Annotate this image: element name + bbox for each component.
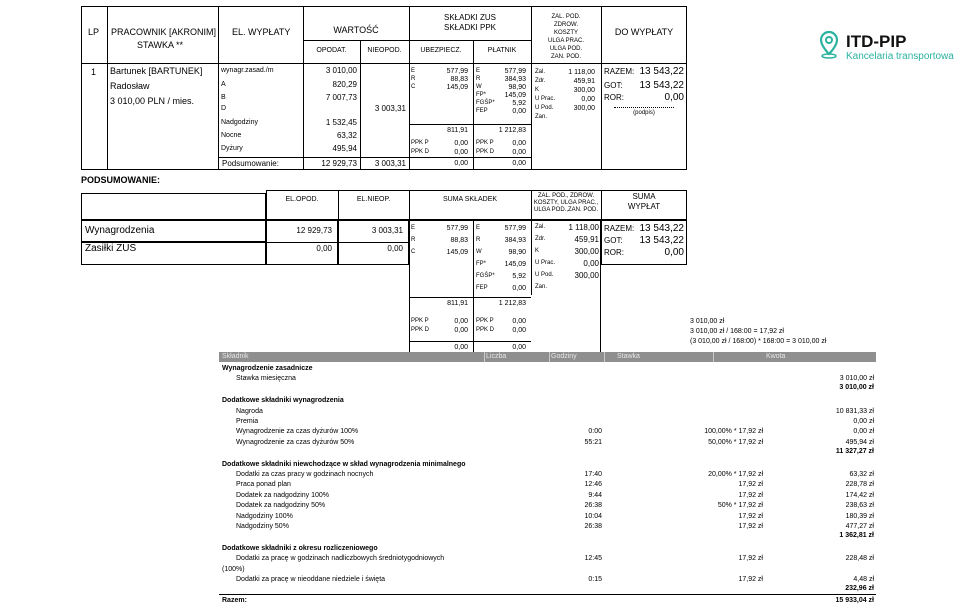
detail-row-value: 180,39 zł	[845, 512, 874, 520]
logo-name: ITD-PIP	[846, 32, 907, 51]
element-label: wynagr.zasad./m	[221, 67, 274, 74]
ppk-payer-value: 0,00	[512, 327, 526, 334]
detail-row-label: Nadgodziny 100%	[236, 512, 293, 520]
tax-key: Zan.	[535, 284, 548, 290]
summary-row-taxed: 12 929,73	[296, 226, 332, 235]
detail-row-label: Nagroda	[236, 407, 263, 415]
header-lp: LP	[88, 27, 100, 37]
payer-value: 0,00	[512, 108, 526, 115]
header-value: WARTOŚĆ	[333, 25, 379, 35]
payer-key: FP*	[476, 261, 487, 267]
detail-row-rate: 20,00% * 17,92 zł	[708, 471, 763, 478]
insured-key: E	[411, 225, 416, 231]
col-divider	[338, 190, 339, 220]
ppk-payer-value: 0,00	[512, 149, 526, 156]
tax-key: Zal.	[535, 69, 546, 75]
element-label: Nadgodziny	[221, 119, 258, 126]
pay-value: 0,00	[664, 247, 684, 258]
header-payer: PŁATNIK	[487, 47, 517, 54]
col-divider	[473, 40, 474, 170]
calc-note: 3 010,00 zł	[690, 318, 725, 325]
payer-value: 577,99	[504, 225, 526, 232]
insured-total: 811,91	[447, 127, 468, 134]
detail-row-rate: 50,00% * 17,92 zł	[708, 438, 763, 446]
tax-key: U Pod.	[535, 272, 554, 278]
calc-note: 3 010,00 zł / 168:00 = 17,92 zł	[690, 328, 784, 335]
tax-value: 459,91	[573, 78, 595, 85]
detail-section-total: 3 010,00 zł	[839, 384, 874, 392]
detail-row-rate: 50% * 17,92 zł	[717, 502, 763, 510]
header-employee: PRACOWNIK [AKRONIM]	[111, 27, 217, 37]
summary-line	[218, 157, 409, 158]
detail-row-rate: 17,92 zł	[738, 481, 763, 489]
header-insured: UBEZPIECZ.	[420, 47, 462, 54]
detail-row-time: 10:04	[584, 512, 602, 520]
detail-row-time: 55:21	[584, 438, 602, 446]
payer-value: 577,99	[504, 68, 526, 75]
detail-section-title: Wynagrodzenie zasadnicze	[222, 365, 313, 372]
ppk-insured-value: 0,00	[454, 318, 468, 325]
payer-key: FGŚP*	[476, 273, 495, 279]
ppk-insured-total: 0,00	[454, 344, 468, 351]
tax-key: Zdr.	[535, 78, 546, 84]
detail-row-label: Stawka miesięczna	[236, 375, 296, 383]
insured-value: 145,09	[446, 84, 468, 91]
header-value-taxed: OPODAT.	[316, 47, 347, 54]
header-tax-line: ZDROW.	[554, 22, 578, 28]
header-tax-line: KOSZTY	[553, 30, 578, 36]
pay-key: RAZEM:	[604, 224, 635, 233]
pay-key: ROR:	[604, 248, 624, 257]
detail-row-time: 26:38	[584, 523, 602, 530]
col-divider	[531, 220, 532, 295]
detail-row-time: 17:40	[584, 471, 602, 478]
detail-row-value: 495,94 zł	[845, 438, 874, 446]
header-contrib-line1: SKŁADKI ZUS	[443, 13, 496, 22]
payer-total: 1 212,83	[498, 127, 526, 134]
header-divider	[713, 352, 714, 362]
ppk-insured-key: PPK D	[411, 327, 430, 333]
detail-row-label: Dodatki za czas pracy w godzinach nocnych	[236, 471, 374, 478]
tax-value: 300,00	[574, 247, 599, 256]
insured-key: C	[411, 249, 416, 255]
element-taxed: 63,32	[336, 131, 357, 140]
ppk-total-line	[409, 157, 531, 158]
detail-row-label: Dodatek za nadgodziny 100%	[236, 491, 330, 499]
summary-label: Podsumowanie:	[222, 159, 279, 168]
tax-value: 300,00	[573, 87, 595, 94]
payer-key: R	[476, 76, 481, 82]
detail-header-value: Kwota	[766, 353, 786, 360]
payer-value: 98,90	[508, 84, 526, 91]
detail-row-time: 12:45	[584, 555, 602, 563]
tax-value: 0,00	[581, 96, 595, 103]
detail-row-value: 174,42 zł	[845, 491, 874, 499]
element-taxed: 495,94	[332, 144, 357, 153]
tax-key: K	[535, 87, 540, 93]
detail-header-rate: Stawka	[617, 353, 640, 360]
payer-key: FGŚP*	[476, 100, 495, 106]
payer-key: R	[476, 237, 481, 243]
element-label: B	[221, 94, 226, 101]
detail-row-value: 63,32 zł	[849, 471, 874, 478]
detail-section-total: 11 327,27 zł	[835, 447, 874, 455]
detail-section-total: 1 362,81 zł	[839, 531, 874, 539]
tax-value: 300,00	[573, 105, 595, 112]
element-label: D	[221, 105, 227, 112]
header-tax-line: ULGA POD.	[549, 46, 583, 52]
element-label: A	[221, 81, 226, 88]
detail-header-time: Godziny	[551, 353, 577, 360]
payer-value: 98,90	[508, 249, 526, 256]
ppk-insured-value: 0,00	[454, 149, 468, 156]
summary-label-row	[81, 193, 266, 220]
summary-taxed: 12 929,73	[321, 159, 357, 168]
summary-row-taxed: 0,00	[316, 244, 332, 253]
ppk-payer-value: 0,00	[512, 140, 526, 147]
header-tax-line: ULGA PRAC.	[547, 38, 584, 44]
ppk-payer-total: 0,00	[512, 160, 526, 167]
pay-key: GOT:	[604, 81, 623, 90]
payer-value: 384,93	[504, 237, 526, 244]
summary-row-untaxed: 3 003,31	[371, 226, 403, 235]
payer-key: W	[476, 84, 482, 90]
detail-row-value: 0,00 zł	[853, 428, 874, 436]
pay-value: 13 543,22	[639, 80, 684, 91]
pay-value: 0,00	[664, 92, 684, 103]
ppk-total-line	[409, 341, 531, 342]
detail-row-time: 26:38	[584, 502, 602, 510]
detail-row-label: Wynagrodzenie za czas dyżurów 50%	[236, 438, 355, 446]
detail-row-time: 0:15	[588, 576, 602, 583]
detail-section-title: Dodatkowe składniki z okresu rozliczeniowego	[222, 544, 378, 552]
tax-value: 1 118,00	[568, 223, 599, 232]
table-header-divider	[81, 63, 687, 64]
element-label: Nocne	[221, 132, 242, 139]
employee-lp: 1	[91, 67, 97, 77]
detail-row-value: 4,48 zł	[853, 576, 874, 583]
payer-total: 1 212,83	[498, 300, 526, 307]
insured-key: E	[411, 68, 416, 74]
payer-value: 0,00	[512, 285, 526, 292]
payer-value: 145,09	[504, 261, 526, 268]
detail-row-label: Wynagrodzenie za czas dyżurów 100%	[236, 428, 359, 436]
detail-row-rate: 17,92 zł	[738, 555, 763, 563]
insured-value: 577,99	[446, 68, 468, 75]
row-divider	[266, 242, 409, 243]
map-pin-icon	[818, 30, 840, 60]
tax-key: U Pod.	[535, 105, 554, 111]
insured-key: R	[411, 237, 416, 243]
detail-section-title: Dodatkowe składniki wynagrodzenia	[222, 397, 344, 405]
ppk-insured-key: PPK P	[411, 140, 429, 146]
payer-key: FEP	[476, 108, 488, 114]
payer-value: 384,93	[504, 76, 526, 83]
detail-header-component: Składnik	[222, 353, 249, 360]
element-taxed: 1 532,45	[325, 118, 357, 127]
col-divider	[218, 6, 219, 170]
detail-row-label: Praca ponad plan	[236, 481, 291, 489]
ppk-payer-total: 0,00	[512, 344, 526, 351]
tax-key: K	[535, 248, 540, 254]
detail-row-label-cont: (100%)	[222, 565, 245, 573]
col-divider	[107, 6, 108, 170]
header-tax-line: ZAN. POD.	[550, 54, 581, 60]
summary-row-label: Wynagrodzenia	[85, 225, 155, 236]
insured-value: 145,09	[446, 249, 468, 256]
insured-key: C	[411, 84, 416, 90]
header-contrib-line2: SKŁADKI PPK	[443, 23, 497, 32]
element-untaxed: 3 003,31	[374, 104, 406, 113]
grand-total-line	[219, 594, 876, 595]
summary-h-tax-line: ZAL. POD., ZDROW.	[537, 193, 595, 199]
payer-value: 5,92	[512, 273, 526, 280]
detail-row-time: 9:44	[588, 491, 602, 499]
tax-value: 0,00	[583, 259, 599, 268]
ppk-payer-value: 0,00	[512, 318, 526, 325]
ppk-payer-key: PPK P	[476, 140, 494, 146]
detail-row-value: 3 010,00 zł	[839, 375, 874, 383]
payer-value: 5,92	[512, 100, 526, 107]
summary-title: PODSUMOWANIE:	[81, 175, 161, 185]
element-label: Dyżury	[221, 145, 243, 152]
ppk-insured-total: 0,00	[454, 160, 468, 167]
payer-key: W	[476, 249, 482, 255]
tax-key: Zal.	[535, 224, 546, 230]
insured-value: 577,99	[446, 225, 468, 232]
insured-total: 811,91	[447, 300, 468, 307]
ppk-payer-key: PPK D	[476, 149, 495, 155]
detail-row-label: Dodatki za pracę w godzinach nadliczbowych średniotygodniowych	[236, 555, 445, 563]
header-divider	[549, 352, 550, 362]
payer-value: 145,09	[504, 92, 526, 99]
pay-value: 13 543,22	[639, 66, 684, 77]
ppk-insured-value: 0,00	[454, 140, 468, 147]
col-divider	[409, 190, 410, 220]
tax-value: 1 118,00	[568, 69, 595, 76]
tax-key: U Prac.	[535, 260, 556, 266]
header-value-untaxed: NIEOPOD.	[367, 47, 402, 54]
employee-rate: 3 010,00 PLN / mies.	[110, 96, 195, 106]
detail-row-value: 228,78 zł	[845, 481, 874, 489]
summary-h-pay-1: SUMA	[632, 192, 656, 201]
ppk-payer-key: PPK D	[476, 327, 495, 333]
summary-h-taxed: EL.OPOD.	[285, 196, 319, 203]
header-tax-line: ZAL. POD.	[551, 14, 581, 20]
detail-section-total: 232,96 zł	[845, 584, 874, 592]
insured-key: R	[411, 76, 416, 82]
signature-label: (podpis)	[633, 110, 655, 116]
detail-row-time: 0:00	[588, 428, 602, 436]
header-divider	[484, 352, 485, 362]
ppk-insured-key: PPK D	[411, 149, 430, 155]
pay-key: ROR:	[604, 93, 624, 102]
header-divider	[604, 352, 605, 362]
summary-h-tax-line: KOSZTY, ULGA PRAC.,	[533, 200, 599, 206]
summary-h-pay-2: WYPŁAT	[627, 202, 661, 211]
detail-row-value: 228,48 zł	[845, 555, 874, 563]
pay-value: 13 543,22	[639, 235, 684, 246]
element-taxed: 3 010,00	[325, 66, 357, 75]
detail-row-value: 10 831,33 zł	[835, 407, 874, 415]
tax-value: 459,91	[574, 235, 599, 244]
contrib-total-line	[409, 124, 531, 125]
col-divider	[473, 220, 474, 355]
payer-key: FEP	[476, 285, 488, 291]
logo	[818, 30, 840, 65]
detail-row-value: 238,63 zł	[845, 502, 874, 510]
pay-key: GOT:	[604, 236, 623, 245]
payer-key: FP*	[476, 92, 487, 98]
grand-total-value: 15 933,04 zł	[835, 597, 874, 604]
element-taxed: 7 007,73	[325, 93, 357, 102]
ppk-insured-value: 0,00	[454, 327, 468, 334]
detail-row-label: Dodatek za nadgodziny 50%	[236, 502, 326, 510]
payer-key: E	[476, 225, 481, 231]
summary-row-label: Zasiłki ZUS	[85, 243, 137, 254]
contrib-total-line	[409, 297, 531, 298]
detail-row-rate: 100,00% * 17,92 zł	[704, 428, 763, 436]
tax-key: Zan.	[535, 114, 548, 120]
signature-line	[614, 107, 674, 108]
summary-untaxed: 3 003,31	[374, 159, 406, 168]
pay-key: RAZEM:	[604, 67, 635, 76]
pay-value: 13 543,22	[639, 223, 684, 234]
detail-header-amount: Liczba	[486, 353, 507, 360]
summary-row-untaxed: 0,00	[387, 244, 403, 253]
detail-row-label: Dodatki za pracę w nieodd​ane niedziele i święta	[236, 576, 386, 583]
detail-row-label: Premia	[236, 418, 259, 425]
detail-section-title: Dodatkowe składniki niewchodzące w skład wynagrodzenia minimalnego	[222, 460, 466, 468]
grand-total-label: Razem:	[222, 597, 247, 604]
detail-row-rate: 17,92 zł	[738, 523, 763, 530]
value-subheader-line	[303, 40, 409, 41]
employee-first-name: Radosław	[110, 81, 150, 91]
detail-row-value: 477,27 zł	[845, 523, 874, 530]
element-taxed: 820,29	[332, 80, 357, 89]
ppk-insured-key: PPK P	[411, 318, 429, 324]
summary-h-untaxed: EL.NIEOP.	[356, 196, 391, 203]
detail-row-label: Nadgodziny 50%	[236, 523, 289, 530]
payer-key: E	[476, 68, 481, 74]
summary-h-tax-line: ULGA POD.,ZAN. POD.	[533, 207, 598, 213]
calc-note: (3 010,00 zł / 168:00) * 168:00 = 3 010,00 zł	[690, 338, 827, 345]
tax-key: U Prac.	[535, 96, 556, 102]
contrib-subheader-line	[409, 40, 531, 41]
detail-row-value: 0,00 zł	[853, 418, 874, 425]
detail-row-rate: 17,92 zł	[738, 576, 763, 583]
header-to-pay: DO WYPŁATY	[614, 27, 674, 37]
detail-row-time: 12:46	[584, 481, 602, 489]
header-rate: STAWKA **	[137, 40, 184, 50]
tax-value: 300,00	[574, 271, 599, 280]
detail-row-rate: 17,92 zł	[738, 491, 763, 499]
detail-row-rate: 17,92 zł	[738, 512, 763, 520]
tax-key: Zdr.	[535, 236, 546, 242]
logo-tagline: Kancelaria transportowa	[846, 51, 954, 62]
employee-name: Bartunek [BARTUNEK]	[110, 66, 203, 76]
header-payout-el: EL. WYPŁATY	[232, 27, 291, 37]
ppk-payer-key: PPK P	[476, 318, 494, 324]
insured-value: 88,83	[450, 76, 468, 83]
insured-value: 88,83	[450, 237, 468, 244]
summary-h-contrib: SUMA SKŁADEK	[442, 196, 498, 203]
